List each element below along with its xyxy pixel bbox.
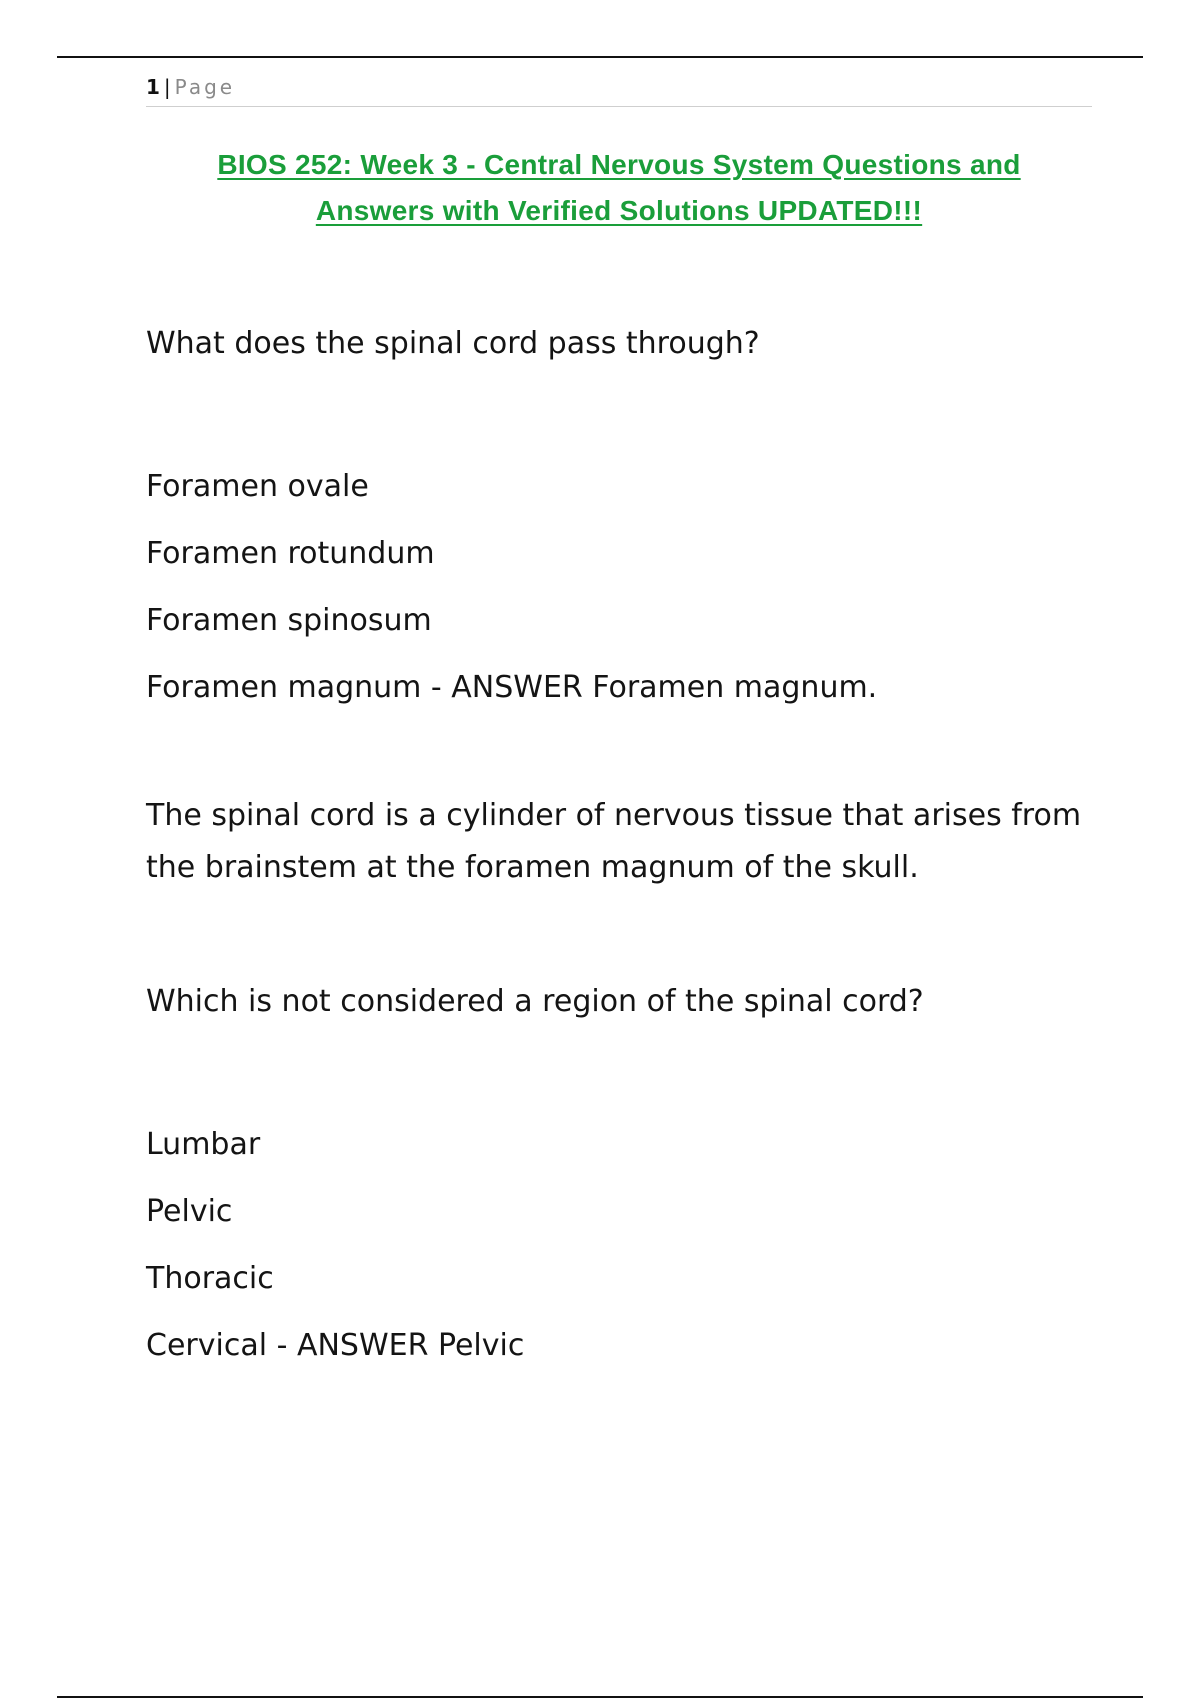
page-header (146, 74, 1092, 107)
explanation-line: The spinal cord is a cylinder of nervous tissue that arises from (146, 798, 1082, 833)
title-line-2: Answers with Verified Solutions UPDATED!!! (315, 195, 923, 226)
option-item: Foramen ovale (146, 469, 369, 504)
question-1-options (146, 453, 1086, 721)
option-item: Foramen spinosum (146, 603, 432, 638)
question-1-explanation (146, 790, 1086, 894)
question-2-options (146, 1111, 1086, 1379)
top-rule (57, 56, 1143, 58)
explanation-line: the brainstem at the foramen magnum of the skull. (146, 850, 919, 885)
option-answer: Foramen magnum - ANSWER Foramen magnum. (146, 670, 878, 705)
bottom-rule (57, 1696, 1143, 1698)
option-item: Lumbar (146, 1127, 261, 1162)
page-number: 1 (146, 75, 160, 99)
option-item: Foramen rotundum (146, 536, 435, 571)
document-title (146, 142, 1092, 234)
page-separator: | (163, 75, 171, 99)
question-1 (146, 318, 1086, 370)
option-item: Pelvic (146, 1194, 233, 1229)
option-answer: Cervical - ANSWER Pelvic (146, 1328, 525, 1363)
question-text: Which is not considered a region of the spinal cord? (146, 984, 924, 1019)
page-word: Page (174, 75, 236, 99)
question-text: What does the spinal cord pass through? (146, 326, 760, 361)
option-item: Thoracic (146, 1261, 274, 1296)
question-2 (146, 976, 1086, 1028)
title-line-1: BIOS 252: Week 3 - Central Nervous System Questions and (217, 149, 1021, 180)
